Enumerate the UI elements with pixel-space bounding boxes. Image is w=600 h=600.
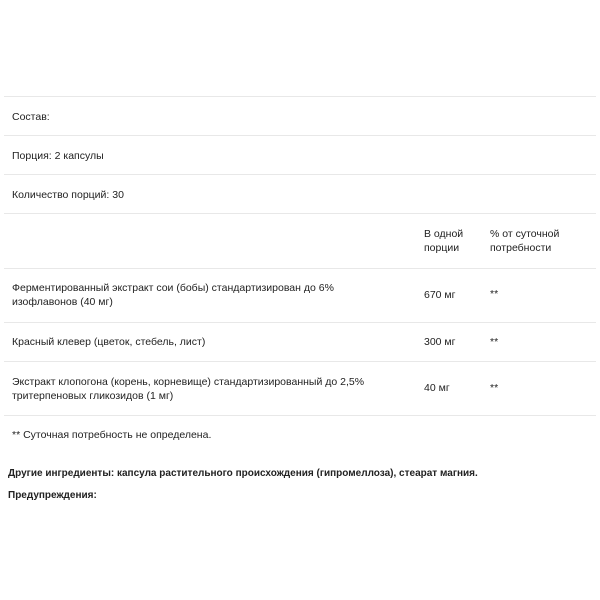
serving-size-row [4,136,596,175]
footnote-row [4,416,596,455]
ingredient-row [4,269,596,323]
column-daily-value: % от суточной потребности [490,228,560,254]
servings-count: Количество порций: 30 [12,189,124,201]
warnings-heading: Предупреждения: [8,490,97,501]
ingredient-daily-value: ** [490,288,499,300]
column-header-row [4,214,596,269]
servings-count-row [4,175,596,214]
supplement-facts-table [4,96,596,455]
ingredient-name: Ферментированный экстракт сои (бобы) стандартизирован до 6% изофлавонов (40 мг) [12,282,334,308]
ingredient-amount: 300 мг [424,336,456,348]
ingredient-amount: 670 мг [424,289,456,301]
daily-value-footnote: ** Суточная потребность не определена. [12,429,212,441]
facts-title: Состав: [12,111,50,123]
serving-size: Порция: 2 капсулы [12,150,104,162]
ingredient-name: Красный клевер (цветок, стебель, лист) [12,336,206,348]
ingredient-amount: 40 мг [424,382,450,394]
ingredient-daily-value: ** [490,336,499,348]
ingredient-row [4,323,596,362]
ingredient-row [4,362,596,416]
ingredient-daily-value: ** [490,382,499,394]
column-per-serving: В одной порции [424,228,464,254]
ingredient-name: Экстракт клопогона (корень, корневище) стандартизированный до 2,5% тритерпеновых гликозидов (1 мг) [12,376,365,402]
facts-title-row [4,97,596,136]
other-ingredients: Другие ингредиенты: капсула растительного происхождения (гипромеллоза), стеарат магния. [8,468,478,479]
